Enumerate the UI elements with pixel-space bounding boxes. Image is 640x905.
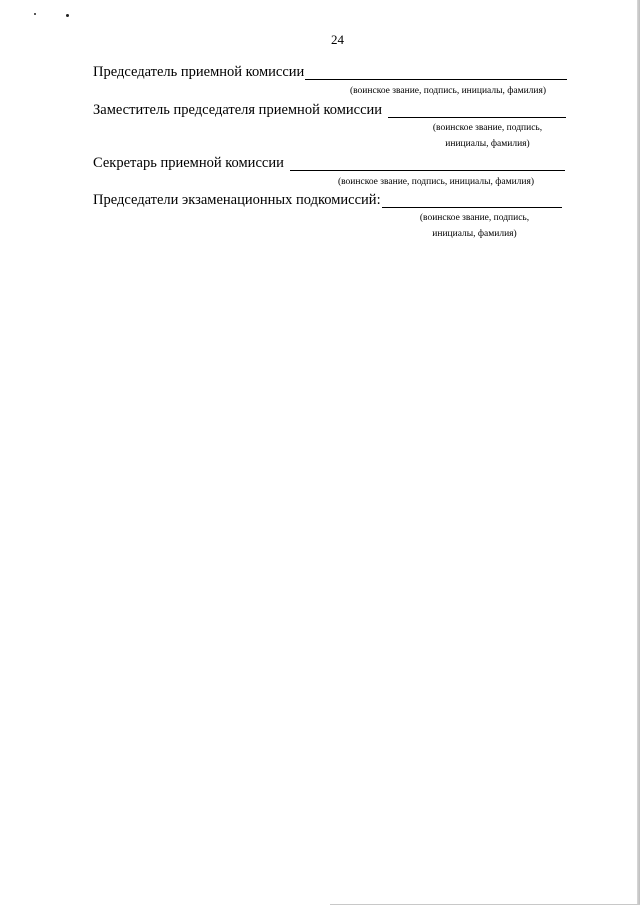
signature-caption [333, 83, 563, 99]
signature-label: Заместитель председателя приемной комиссии [93, 102, 383, 118]
signature-caption [415, 120, 560, 152]
caption-line: (воинское звание, подпись, [419, 213, 530, 223]
signature-line-chairman [93, 64, 567, 80]
signature-line-secretary [93, 155, 565, 171]
caption-line: инициалы, фамилия) [445, 139, 530, 149]
scan-speck [66, 14, 69, 17]
caption-line: (воинское звание, подпись, инициалы, фамилия) [337, 177, 535, 187]
signature-blank[interactable] [382, 194, 562, 208]
signature-label: Председатель приемной комиссии [93, 64, 305, 80]
signature-blank[interactable] [305, 66, 567, 80]
page-number: 24 [331, 32, 344, 47]
signature-line-deputy-chairman [93, 102, 566, 118]
caption-line: (воинское звание, подпись, инициалы, фамилия) [349, 86, 547, 96]
signature-caption [320, 174, 552, 190]
scan-speck [34, 13, 36, 15]
caption-line: инициалы, фамилия) [432, 229, 517, 239]
caption-line: (воинское звание, подпись, [432, 123, 543, 133]
signature-caption [402, 210, 547, 242]
signature-line-subcommittee-chairmen [93, 192, 562, 208]
signature-label: Секретарь приемной комиссии [93, 155, 284, 171]
signature-blank[interactable] [388, 104, 566, 118]
signature-label: Председатели экзаменационных подкомиссий: [93, 192, 381, 208]
signature-blank[interactable] [290, 157, 565, 171]
